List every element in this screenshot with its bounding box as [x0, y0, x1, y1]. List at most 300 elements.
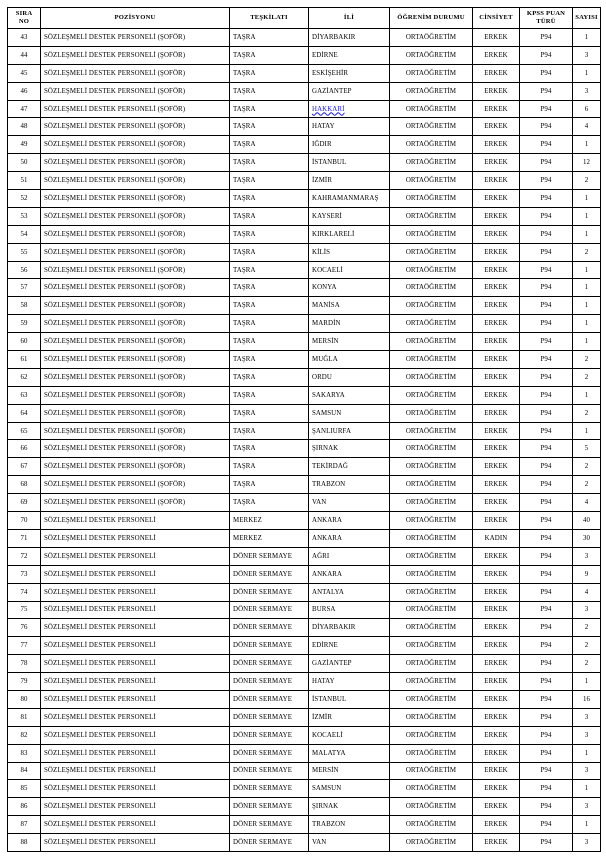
cell-il: ŞIRNAK [309, 440, 390, 458]
cell-pozisyon: SÖZLEŞMELİ DESTEK PERSONELİ [41, 601, 230, 619]
table-row [8, 744, 601, 762]
cell-il: İZMİR [309, 708, 390, 726]
cell-ogrenim-durumu: ORTAÖĞRETİM [390, 315, 473, 333]
cell-il: EDİRNE [309, 637, 390, 655]
cell-teskilat: TAŞRA [230, 118, 309, 136]
cell-sira-no: 82 [8, 726, 41, 744]
cell-il: ANKARA [309, 512, 390, 530]
cell-teskilat: DÖNER SERMAYE [230, 673, 309, 691]
cell-il: İSTANBUL [309, 690, 390, 708]
cell-sayisi: 4 [573, 583, 601, 601]
cell-ogrenim-durumu: ORTAÖĞRETİM [390, 583, 473, 601]
table-row [8, 458, 601, 476]
cell-pozisyon: SÖZLEŞMELİ DESTEK PERSONELİ (ŞOFÖR) [41, 82, 230, 100]
cell-kpss-puan-turu: P94 [520, 744, 573, 762]
cell-pozisyon: SÖZLEŞMELİ DESTEK PERSONELİ (ŞOFÖR) [41, 154, 230, 172]
cell-il: TEKİRDAĞ [309, 458, 390, 476]
cell-sayisi: 1 [573, 816, 601, 834]
cell-kpss-puan-turu: P94 [520, 780, 573, 798]
cell-sira-no: 57 [8, 279, 41, 297]
table-header-row [8, 8, 601, 29]
cell-ogrenim-durumu: ORTAÖĞRETİM [390, 261, 473, 279]
cell-cinsiyet: ERKEK [473, 619, 520, 637]
cell-cinsiyet: KADIN [473, 529, 520, 547]
cell-sira-no: 62 [8, 368, 41, 386]
cell-pozisyon: SÖZLEŞMELİ DESTEK PERSONELİ [41, 780, 230, 798]
cell-teskilat: DÖNER SERMAYE [230, 655, 309, 673]
cell-sayisi: 2 [573, 172, 601, 190]
cell-il: İSTANBUL [309, 154, 390, 172]
cell-kpss-puan-turu: P94 [520, 673, 573, 691]
cell-kpss-puan-turu: P94 [520, 476, 573, 494]
cell-sira-no: 45 [8, 64, 41, 82]
table-row [8, 297, 601, 315]
cell-sayisi: 1 [573, 297, 601, 315]
cell-cinsiyet: ERKEK [473, 655, 520, 673]
cell-cinsiyet: ERKEK [473, 708, 520, 726]
cell-ogrenim-durumu: ORTAÖĞRETİM [390, 708, 473, 726]
cell-sayisi: 30 [573, 529, 601, 547]
table-body [8, 29, 601, 852]
cell-kpss-puan-turu: P94 [520, 726, 573, 744]
cell-teskilat: DÖNER SERMAYE [230, 762, 309, 780]
cell-kpss-puan-turu: P94 [520, 29, 573, 47]
cell-sira-no: 80 [8, 690, 41, 708]
cell-sira-no: 56 [8, 261, 41, 279]
table-row [8, 708, 601, 726]
cell-teskilat: TAŞRA [230, 207, 309, 225]
cell-teskilat: TAŞRA [230, 494, 309, 512]
cell-pozisyon: SÖZLEŞMELİ DESTEK PERSONELİ [41, 583, 230, 601]
cell-pozisyon: SÖZLEŞMELİ DESTEK PERSONELİ (ŞOFÖR) [41, 279, 230, 297]
cell-pozisyon: SÖZLEŞMELİ DESTEK PERSONELİ [41, 637, 230, 655]
cell-il: TRABZON [309, 476, 390, 494]
cell-pozisyon: SÖZLEŞMELİ DESTEK PERSONELİ (ŞOFÖR) [41, 476, 230, 494]
cell-pozisyon: SÖZLEŞMELİ DESTEK PERSONELİ (ŞOFÖR) [41, 494, 230, 512]
cell-il: BURSA [309, 601, 390, 619]
cell-pozisyon: SÖZLEŞMELİ DESTEK PERSONELİ (ŞOFÖR) [41, 386, 230, 404]
cell-kpss-puan-turu: P94 [520, 601, 573, 619]
cell-teskilat: DÖNER SERMAYE [230, 780, 309, 798]
cell-kpss-puan-turu: P94 [520, 565, 573, 583]
cell-pozisyon: SÖZLEŞMELİ DESTEK PERSONELİ (ŞOFÖR) [41, 297, 230, 315]
cell-pozisyon: SÖZLEŞMELİ DESTEK PERSONELİ [41, 744, 230, 762]
table-row [8, 261, 601, 279]
cell-sayisi: 2 [573, 351, 601, 369]
cell-sayisi: 1 [573, 29, 601, 47]
cell-pozisyon: SÖZLEŞMELİ DESTEK PERSONELİ (ŞOFÖR) [41, 207, 230, 225]
cell-cinsiyet: ERKEK [473, 368, 520, 386]
cell-il: VAN [309, 494, 390, 512]
cell-il: GAZİANTEP [309, 82, 390, 100]
table-row [8, 440, 601, 458]
cell-pozisyon: SÖZLEŞMELİ DESTEK PERSONELİ (ŞOFÖR) [41, 404, 230, 422]
cell-kpss-puan-turu: P94 [520, 386, 573, 404]
cell-cinsiyet: ERKEK [473, 64, 520, 82]
table-row [8, 315, 601, 333]
table-row [8, 780, 601, 798]
cell-kpss-puan-turu: P94 [520, 261, 573, 279]
cell-teskilat: TAŞRA [230, 386, 309, 404]
cell-sayisi: 1 [573, 136, 601, 154]
cell-sayisi: 4 [573, 118, 601, 136]
table-row [8, 673, 601, 691]
cell-kpss-puan-turu: P94 [520, 136, 573, 154]
personnel-positions-table [7, 7, 601, 852]
table-row [8, 29, 601, 47]
cell-kpss-puan-turu: P94 [520, 315, 573, 333]
cell-cinsiyet: ERKEK [473, 816, 520, 834]
cell-teskilat: TAŞRA [230, 368, 309, 386]
cell-pozisyon: SÖZLEŞMELİ DESTEK PERSONELİ (ŞOFÖR) [41, 351, 230, 369]
cell-sayisi: 12 [573, 154, 601, 172]
cell-sira-no: 83 [8, 744, 41, 762]
cell-pozisyon: SÖZLEŞMELİ DESTEK PERSONELİ (ŞOFÖR) [41, 29, 230, 47]
cell-kpss-puan-turu: P94 [520, 243, 573, 261]
cell-pozisyon: SÖZLEŞMELİ DESTEK PERSONELİ [41, 655, 230, 673]
cell-pozisyon: SÖZLEŞMELİ DESTEK PERSONELİ (ŞOFÖR) [41, 422, 230, 440]
cell-ogrenim-durumu: ORTAÖĞRETİM [390, 207, 473, 225]
cell-il: ANKARA [309, 529, 390, 547]
cell-il: MUĞLA [309, 351, 390, 369]
cell-ogrenim-durumu: ORTAÖĞRETİM [390, 386, 473, 404]
cell-il: KAHRAMANMARAŞ [309, 190, 390, 208]
cell-teskilat: TAŞRA [230, 136, 309, 154]
cell-cinsiyet: ERKEK [473, 583, 520, 601]
cell-teskilat: DÖNER SERMAYE [230, 726, 309, 744]
cell-sira-no: 64 [8, 404, 41, 422]
cell-sira-no: 52 [8, 190, 41, 208]
cell-kpss-puan-turu: P94 [520, 154, 573, 172]
table-row [8, 476, 601, 494]
cell-sayisi: 1 [573, 744, 601, 762]
cell-teskilat: TAŞRA [230, 404, 309, 422]
cell-il: SAMSUN [309, 404, 390, 422]
cell-pozisyon: SÖZLEŞMELİ DESTEK PERSONELİ [41, 619, 230, 637]
cell-sayisi: 1 [573, 225, 601, 243]
cell-cinsiyet: ERKEK [473, 673, 520, 691]
cell-teskilat: TAŞRA [230, 458, 309, 476]
cell-teskilat: DÖNER SERMAYE [230, 601, 309, 619]
cell-il: KİLİS [309, 243, 390, 261]
table-row [8, 726, 601, 744]
cell-il: HATAY [309, 673, 390, 691]
cell-kpss-puan-turu: P94 [520, 637, 573, 655]
cell-sayisi: 3 [573, 46, 601, 64]
cell-teskilat: MERKEZ [230, 512, 309, 530]
cell-sira-no: 75 [8, 601, 41, 619]
cell-teskilat: TAŞRA [230, 64, 309, 82]
table-row [8, 655, 601, 673]
table-row [8, 368, 601, 386]
cell-ogrenim-durumu: ORTAÖĞRETİM [390, 172, 473, 190]
column-header-kpss-puan-turu: KPSS PUAN TÜRÜ [520, 8, 573, 29]
table-row [8, 547, 601, 565]
table-row [8, 243, 601, 261]
cell-sayisi: 3 [573, 82, 601, 100]
cell-sayisi: 3 [573, 547, 601, 565]
cell-ogrenim-durumu: ORTAÖĞRETİM [390, 476, 473, 494]
cell-ogrenim-durumu: ORTAÖĞRETİM [390, 690, 473, 708]
cell-sira-no: 69 [8, 494, 41, 512]
cell-teskilat: TAŞRA [230, 440, 309, 458]
cell-cinsiyet: ERKEK [473, 780, 520, 798]
table-row [8, 172, 601, 190]
table-row [8, 816, 601, 834]
cell-teskilat: MERKEZ [230, 529, 309, 547]
cell-kpss-puan-turu: P94 [520, 82, 573, 100]
cell-sira-no: 84 [8, 762, 41, 780]
column-header-teskilat: TEŞKİLATI [230, 8, 309, 29]
table-row [8, 46, 601, 64]
cell-cinsiyet: ERKEK [473, 82, 520, 100]
cell-cinsiyet: ERKEK [473, 834, 520, 852]
cell-sayisi: 2 [573, 476, 601, 494]
cell-ogrenim-durumu: ORTAÖĞRETİM [390, 458, 473, 476]
table-row [8, 118, 601, 136]
cell-teskilat: DÖNER SERMAYE [230, 547, 309, 565]
cell-sayisi: 3 [573, 726, 601, 744]
cell-il: VAN [309, 834, 390, 852]
cell-il: KONYA [309, 279, 390, 297]
cell-teskilat: TAŞRA [230, 154, 309, 172]
cell-kpss-puan-turu: P94 [520, 279, 573, 297]
cell-cinsiyet: ERKEK [473, 207, 520, 225]
cell-il: MANİSA [309, 297, 390, 315]
cell-pozisyon: SÖZLEŞMELİ DESTEK PERSONELİ [41, 673, 230, 691]
cell-sayisi: 1 [573, 386, 601, 404]
cell-teskilat: TAŞRA [230, 297, 309, 315]
cell-il: KAYSERİ [309, 207, 390, 225]
cell-sayisi: 1 [573, 333, 601, 351]
cell-ogrenim-durumu: ORTAÖĞRETİM [390, 798, 473, 816]
cell-teskilat: DÖNER SERMAYE [230, 619, 309, 637]
table-row [8, 154, 601, 172]
cell-il: KOCAELİ [309, 261, 390, 279]
cell-cinsiyet: ERKEK [473, 512, 520, 530]
cell-pozisyon: SÖZLEŞMELİ DESTEK PERSONELİ (ŞOFÖR) [41, 172, 230, 190]
cell-sayisi: 1 [573, 207, 601, 225]
cell-kpss-puan-turu: P94 [520, 458, 573, 476]
cell-cinsiyet: ERKEK [473, 601, 520, 619]
cell-kpss-puan-turu: P94 [520, 368, 573, 386]
cell-cinsiyet: ERKEK [473, 494, 520, 512]
cell-pozisyon: SÖZLEŞMELİ DESTEK PERSONELİ [41, 690, 230, 708]
cell-pozisyon: SÖZLEŞMELİ DESTEK PERSONELİ [41, 834, 230, 852]
cell-kpss-puan-turu: P94 [520, 118, 573, 136]
cell-il: MARDİN [309, 315, 390, 333]
cell-teskilat: TAŞRA [230, 100, 309, 118]
cell-teskilat: TAŞRA [230, 279, 309, 297]
column-header-il: İLİ [309, 8, 390, 29]
cell-kpss-puan-turu: P94 [520, 100, 573, 118]
cell-sira-no: 67 [8, 458, 41, 476]
cell-kpss-puan-turu: P94 [520, 798, 573, 816]
cell-ogrenim-durumu: ORTAÖĞRETİM [390, 637, 473, 655]
cell-cinsiyet: ERKEK [473, 476, 520, 494]
cell-teskilat: DÖNER SERMAYE [230, 834, 309, 852]
table-row [8, 619, 601, 637]
cell-il: KIRKLARELİ [309, 225, 390, 243]
cell-teskilat: DÖNER SERMAYE [230, 744, 309, 762]
cell-sayisi: 1 [573, 673, 601, 691]
cell-cinsiyet: ERKEK [473, 225, 520, 243]
cell-ogrenim-durumu: ORTAÖĞRETİM [390, 368, 473, 386]
cell-cinsiyet: ERKEK [473, 404, 520, 422]
cell-teskilat: TAŞRA [230, 172, 309, 190]
cell-sira-no: 49 [8, 136, 41, 154]
cell-cinsiyet: ERKEK [473, 690, 520, 708]
cell-pozisyon: SÖZLEŞMELİ DESTEK PERSONELİ (ŞOFÖR) [41, 190, 230, 208]
cell-sayisi: 1 [573, 64, 601, 82]
cell-kpss-puan-turu: P94 [520, 333, 573, 351]
cell-sayisi: 6 [573, 100, 601, 118]
cell-cinsiyet: ERKEK [473, 297, 520, 315]
cell-teskilat: TAŞRA [230, 82, 309, 100]
cell-ogrenim-durumu: ORTAÖĞRETİM [390, 655, 473, 673]
cell-il: GAZİANTEP [309, 655, 390, 673]
cell-cinsiyet: ERKEK [473, 190, 520, 208]
cell-cinsiyet: ERKEK [473, 762, 520, 780]
cell-pozisyon: SÖZLEŞMELİ DESTEK PERSONELİ [41, 816, 230, 834]
cell-sayisi: 2 [573, 637, 601, 655]
table-row [8, 404, 601, 422]
cell-sayisi: 3 [573, 601, 601, 619]
cell-pozisyon: SÖZLEŞMELİ DESTEK PERSONELİ [41, 547, 230, 565]
cell-il: TRABZON [309, 816, 390, 834]
cell-kpss-puan-turu: P94 [520, 655, 573, 673]
cell-cinsiyet: ERKEK [473, 422, 520, 440]
cell-ogrenim-durumu: ORTAÖĞRETİM [390, 422, 473, 440]
cell-pozisyon: SÖZLEŞMELİ DESTEK PERSONELİ (ŞOFÖR) [41, 100, 230, 118]
cell-cinsiyet: ERKEK [473, 261, 520, 279]
cell-sayisi: 9 [573, 565, 601, 583]
cell-il: DİYARBAKIR [309, 29, 390, 47]
cell-sira-no: 54 [8, 225, 41, 243]
cell-teskilat: DÖNER SERMAYE [230, 565, 309, 583]
table-row [8, 279, 601, 297]
cell-teskilat: TAŞRA [230, 351, 309, 369]
cell-sira-no: 87 [8, 816, 41, 834]
cell-ogrenim-durumu: ORTAÖĞRETİM [390, 46, 473, 64]
cell-kpss-puan-turu: P94 [520, 619, 573, 637]
cell-sayisi: 16 [573, 690, 601, 708]
cell-kpss-puan-turu: P94 [520, 46, 573, 64]
cell-ogrenim-durumu: ORTAÖĞRETİM [390, 780, 473, 798]
table-row [8, 136, 601, 154]
cell-il: AĞRI [309, 547, 390, 565]
column-header-sayisi: SAYISI [573, 8, 601, 29]
cell-ogrenim-durumu: ORTAÖĞRETİM [390, 529, 473, 547]
cell-sira-no: 65 [8, 422, 41, 440]
cell-ogrenim-durumu: ORTAÖĞRETİM [390, 619, 473, 637]
cell-sira-no: 46 [8, 82, 41, 100]
cell-pozisyon: SÖZLEŞMELİ DESTEK PERSONELİ (ŞOFÖR) [41, 46, 230, 64]
cell-ogrenim-durumu: ORTAÖĞRETİM [390, 494, 473, 512]
cell-teskilat: TAŞRA [230, 333, 309, 351]
cell-sira-no: 68 [8, 476, 41, 494]
cell-sayisi: 1 [573, 279, 601, 297]
cell-il [309, 100, 390, 118]
cell-ogrenim-durumu: ORTAÖĞRETİM [390, 547, 473, 565]
cell-kpss-puan-turu: P94 [520, 690, 573, 708]
cell-pozisyon: SÖZLEŞMELİ DESTEK PERSONELİ (ŞOFÖR) [41, 136, 230, 154]
cell-cinsiyet: ERKEK [473, 29, 520, 47]
cell-il: MERSİN [309, 762, 390, 780]
cell-teskilat: DÖNER SERMAYE [230, 708, 309, 726]
cell-kpss-puan-turu: P94 [520, 190, 573, 208]
cell-kpss-puan-turu: P94 [520, 512, 573, 530]
cell-pozisyon: SÖZLEŞMELİ DESTEK PERSONELİ [41, 798, 230, 816]
cell-sira-no: 81 [8, 708, 41, 726]
table-row [8, 351, 601, 369]
cell-sayisi: 3 [573, 762, 601, 780]
cell-sayisi: 3 [573, 834, 601, 852]
cell-il: ORDU [309, 368, 390, 386]
cell-teskilat: DÖNER SERMAYE [230, 690, 309, 708]
cell-ogrenim-durumu: ORTAÖĞRETİM [390, 351, 473, 369]
cell-teskilat: DÖNER SERMAYE [230, 583, 309, 601]
cell-sira-no: 60 [8, 333, 41, 351]
table-row [8, 207, 601, 225]
cell-ogrenim-durumu: ORTAÖĞRETİM [390, 565, 473, 583]
cell-kpss-puan-turu: P94 [520, 64, 573, 82]
table-row [8, 82, 601, 100]
hakkari-link[interactable]: HAKKARİ [312, 105, 345, 113]
cell-il: SAKARYA [309, 386, 390, 404]
cell-pozisyon: SÖZLEŞMELİ DESTEK PERSONELİ (ŞOFÖR) [41, 458, 230, 476]
cell-sayisi: 3 [573, 798, 601, 816]
cell-il: DİYARBAKIR [309, 619, 390, 637]
cell-cinsiyet: ERKEK [473, 386, 520, 404]
cell-ogrenim-durumu: ORTAÖĞRETİM [390, 762, 473, 780]
cell-cinsiyet: ERKEK [473, 172, 520, 190]
cell-kpss-puan-turu: P94 [520, 529, 573, 547]
table-row [8, 762, 601, 780]
cell-cinsiyet: ERKEK [473, 118, 520, 136]
table-row [8, 834, 601, 852]
cell-sira-no: 59 [8, 315, 41, 333]
column-header-ogrenim-durumu: ÖĞRENİM DURUMU [390, 8, 473, 29]
cell-teskilat: DÖNER SERMAYE [230, 637, 309, 655]
column-header-cinsiyet: CİNSİYET [473, 8, 520, 29]
cell-kpss-puan-turu: P94 [520, 404, 573, 422]
cell-sira-no: 85 [8, 780, 41, 798]
cell-sira-no: 70 [8, 512, 41, 530]
cell-teskilat: TAŞRA [230, 190, 309, 208]
cell-cinsiyet: ERKEK [473, 243, 520, 261]
cell-il: İZMİR [309, 172, 390, 190]
table-row [8, 565, 601, 583]
cell-ogrenim-durumu: ORTAÖĞRETİM [390, 190, 473, 208]
cell-kpss-puan-turu: P94 [520, 297, 573, 315]
cell-teskilat: TAŞRA [230, 243, 309, 261]
cell-teskilat: TAŞRA [230, 29, 309, 47]
cell-ogrenim-durumu: ORTAÖĞRETİM [390, 440, 473, 458]
cell-cinsiyet: ERKEK [473, 46, 520, 64]
cell-cinsiyet: ERKEK [473, 440, 520, 458]
cell-kpss-puan-turu: P94 [520, 547, 573, 565]
table-row [8, 333, 601, 351]
cell-ogrenim-durumu: ORTAÖĞRETİM [390, 154, 473, 172]
cell-cinsiyet: ERKEK [473, 726, 520, 744]
cell-pozisyon: SÖZLEŞMELİ DESTEK PERSONELİ [41, 726, 230, 744]
cell-cinsiyet: ERKEK [473, 315, 520, 333]
cell-pozisyon: SÖZLEŞMELİ DESTEK PERSONELİ (ŞOFÖR) [41, 64, 230, 82]
cell-cinsiyet: ERKEK [473, 279, 520, 297]
cell-sira-no: 50 [8, 154, 41, 172]
cell-sayisi: 2 [573, 368, 601, 386]
